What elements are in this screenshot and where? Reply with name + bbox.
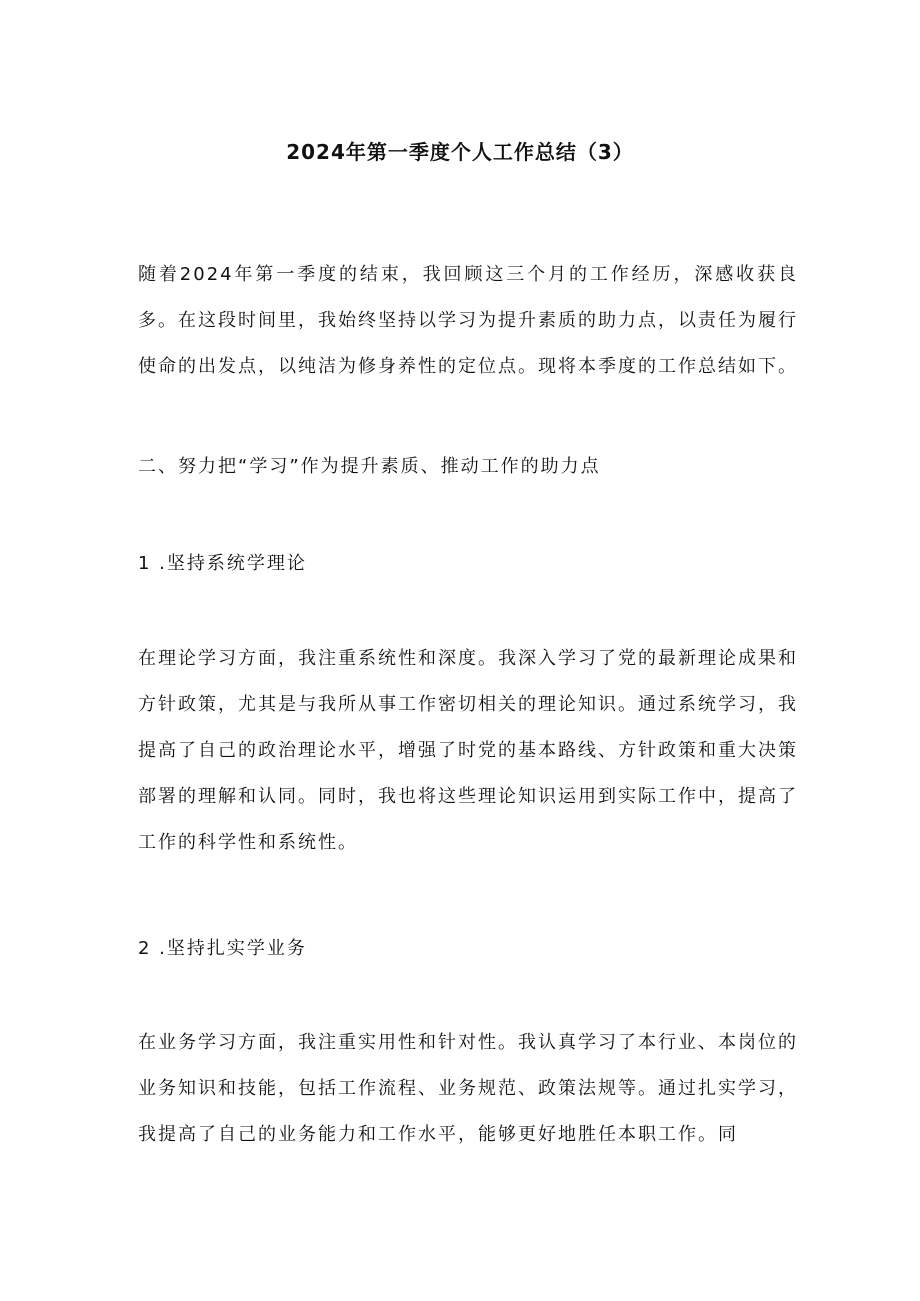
document-title: 2024年第一季度个人工作总结（3） [286, 140, 634, 164]
intro-paragraph: 随着2024年第一季度的结束，我回顾这三个月的工作经历，深感收获良多。在这段时间里，我始终坚持以学习为提升素质的助力点，以责任为履行使命的出发点，以纯洁为修身养性的定位点。现将本季度的工作总结如下。 [138, 264, 798, 377]
item1-heading: 1 .坚持系统学理论 [138, 553, 307, 574]
item2-heading: 2 .坚持扎实学业务 [138, 938, 307, 959]
item2-paragraph: 在业务学习方面，我注重实用性和针对性。我认真学习了本行业、本岗位的业务知识和技能，包括工作流程、业务规范、政策法规等。通过扎实学习，我提高了自己的业务能力和工作水平，能够更好地胜任本职工作。同 [138, 1032, 798, 1145]
item1-paragraph: 在理论学习方面，我注重系统性和深度。我深入学习了党的最新理论成果和方针政策，尤其是与我所从事工作密切相关的理论知识。通过系统学习，我提高了自己的政治理论水平，增强了时党的基本路线、方针政策和重大决策部署的理解和认同。同时，我也将这些理论知识运用到实际工作中，提高了工作的科学性和系统性。 [138, 648, 798, 853]
section-heading: 二、努力把“学习”作为提升素质、推动工作的助力点 [138, 456, 601, 477]
